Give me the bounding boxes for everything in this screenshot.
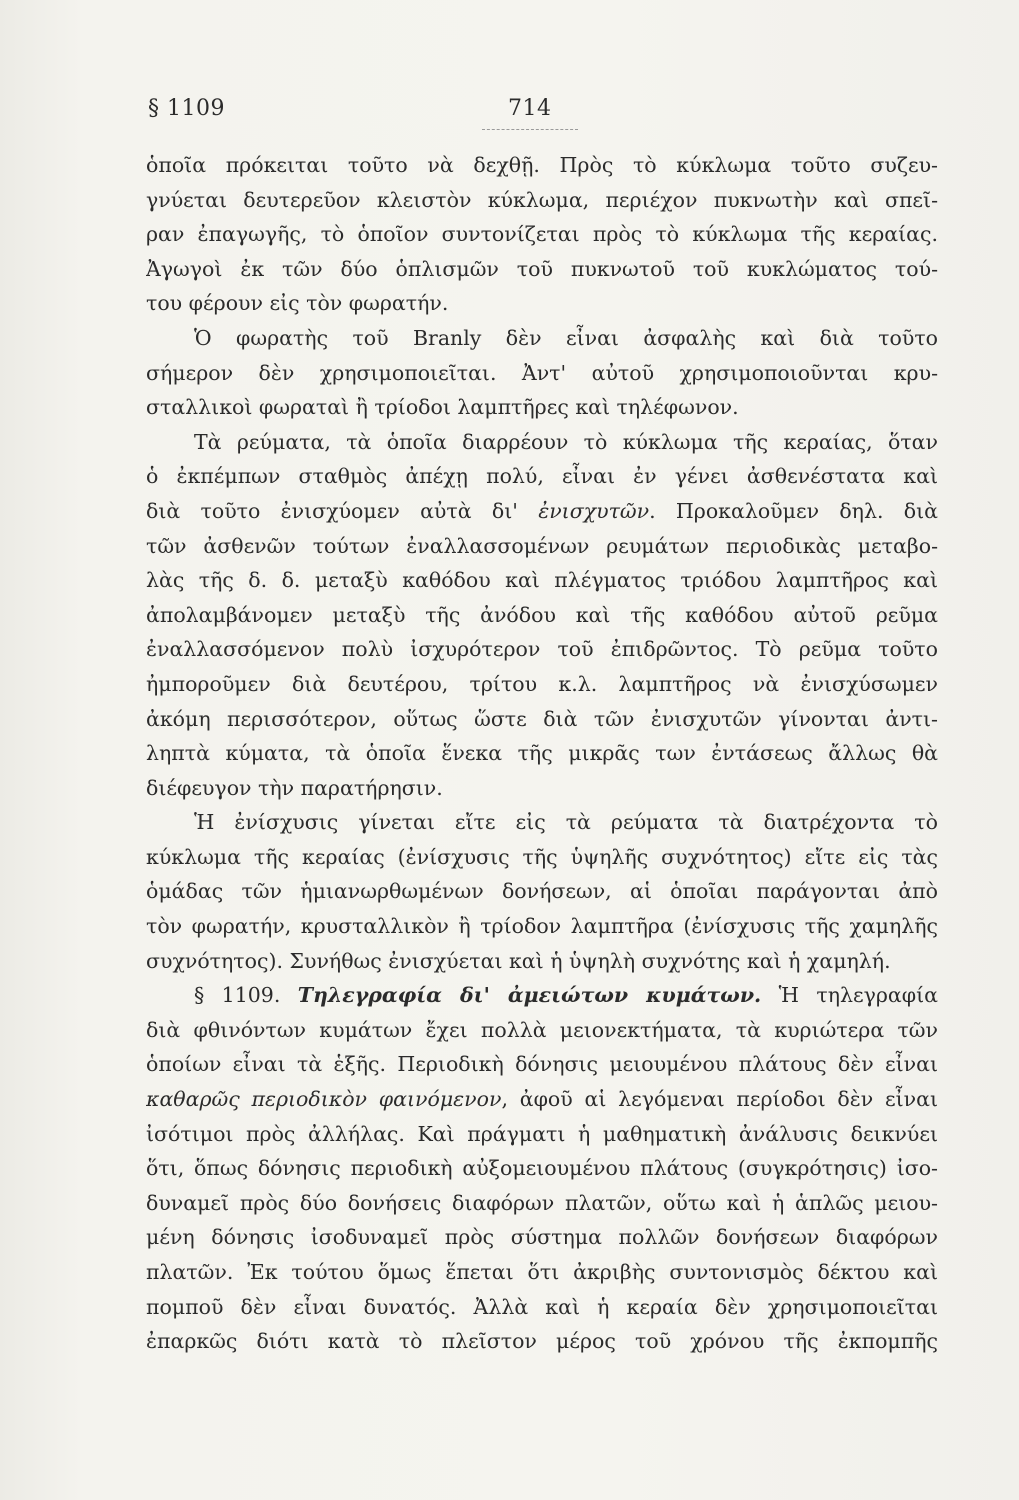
- text-line: συχνότητος). Συνήθως ἐνισχύεται καὶ ἡ ὑψηλὴ συχνότης καὶ ἡ χαμηλή.: [146, 948, 891, 973]
- section-title: Τηλεγραφία δι' ἀμειώτων κυμάτων.: [297, 983, 762, 1008]
- text-run: διὰ τοῦτο ἐνισχύομεν αὐτὰ δι': [146, 498, 539, 523]
- page-header: [148, 96, 938, 136]
- text-line: ἠμποροῦμεν διὰ δευτέρου, τρίτου κ.λ. λαμπτῆρος νὰ ἐνισχύσωμεν: [146, 671, 938, 696]
- section-reference: § 1109: [148, 96, 225, 121]
- text-line: ὁποίων εἶναι τὰ ἑξῆς. Περιοδικὴ δόνησις μειουμένου πλάτους δὲν εἶναι: [146, 1052, 938, 1077]
- text-line-mixed: [146, 494, 938, 529]
- text-line: σήμερον δὲν χρησιμοποιεῖται. Ἀντ' αὐτοῦ χρησιμοποιοῦνται κρυ-: [146, 360, 938, 385]
- italic-term: ἐνισχυτῶν: [538, 498, 650, 523]
- text-line: ἐπαρκῶς διότι κατὰ τὸ πλεῖστον μέρος τοῦ χρόνου τῆς ἐκπομπῆς: [146, 1329, 938, 1354]
- text-line: κύκλωμα τῆς κεραίας (ἐνίσχυσις τῆς ὑψηλῆς συχνότητος) εἴτε εἰς τὰς: [146, 844, 938, 869]
- body-text: [146, 148, 938, 1359]
- italic-term: καθαρῶς περιοδικὸν φαινόμενον: [146, 1087, 502, 1112]
- text-line: ὅτι, ὅπως δόνησις περιοδικὴ αὐξομειουμένου πλάτους (συγκρότησις) ἰσο-: [146, 1156, 938, 1181]
- text-line: ἐναλλασσόμενον πολὺ ἰσχυρότερον τοῦ ἐπιδρῶντος. Τὸ ρεῦμα τοῦτο: [146, 637, 938, 662]
- text-run: , ἀφοῦ αἱ λεγόμεναι περίοδοι δὲν εἶναι: [501, 1087, 938, 1112]
- page-number: 714: [508, 96, 552, 121]
- text-line: ὁ ἐκπέμπων σταθμὸς ἀπέχῃ πολύ, εἶναι ἐν γένει ἀσθενέστατα καὶ: [146, 464, 938, 489]
- text-line: δυναμεῖ πρὸς δύο δονήσεις διαφόρων πλατῶν, οὕτω καὶ ἡ ἁπλῶς μειου-: [146, 1190, 938, 1215]
- text-line: ὁμάδας τῶν ἡμιανωρθωμένων δονήσεων, αἱ ὁποῖαι παράγονται ἀπὸ: [146, 879, 938, 904]
- text-line: Ὁ φωρατὴς τοῦ Branly δὲν εἶναι ἀσφαλὴς καὶ διὰ τοῦτο: [194, 325, 938, 350]
- text-line: τὸν φωρατήν, κρυσταλλικὸν ἢ τρίοδον λαμπτῆρα (ἐνίσχυσις τῆς χαμηλῆς: [146, 914, 938, 939]
- text-line: γνύεται δευτερεῦον κλειστὸν κύκλωμα, περιέχον πυκνωτὴν καὶ σπεῖ-: [146, 187, 938, 212]
- text-line: λὰς τῆς δ. δ. μεταξὺ καθόδου καὶ πλέγματος τριόδου λαμπτῆρος καὶ: [146, 568, 938, 593]
- text-line: Τὰ ρεύματα, τὰ ὁποῖα διαρρέουν τὸ κύκλωμα τῆς κεραίας, ὅταν: [194, 429, 938, 454]
- text-line: τῶν ἀσθενῶν τούτων ἐναλλασσομένων ρευμάτων περιοδικὰς μεταβο-: [146, 533, 938, 558]
- text-line: διέφευγον τὴν παρατήρησιν.: [146, 775, 443, 800]
- text-run: . Προκαλοῦμεν δηλ. διὰ: [649, 498, 938, 523]
- text-line: Ἡ ἐνίσχυσις γίνεται εἴτε εἰς τὰ ρεύματα τὰ διατρέχοντα τὸ: [194, 810, 938, 835]
- text-line: Ἀγωγοὶ ἐκ τῶν δύο ὁπλισμῶν τοῦ πυκνωτοῦ τοῦ κυκλώματος τού-: [146, 256, 938, 281]
- text-line: ἀπολαμβάνομεν μεταξὺ τῆς ἀνόδου καὶ τῆς καθόδου αὐτοῦ ρεῦμα: [146, 602, 938, 627]
- text-line-mixed: [146, 1082, 938, 1117]
- text-line: διὰ φθινόντων κυμάτων ἔχει πολλὰ μειονεκτήματα, τὰ κυριώτερα τῶν: [146, 1017, 938, 1042]
- text-line: μένη δόνησις ἰσοδυναμεῖ πρὸς σύστημα πολλῶν δονήσεων διαφόρων: [146, 1225, 938, 1250]
- text-line: ἰσότιμοι πρὸς ἀλλήλας. Καὶ πράγματι ἡ μαθηματικὴ ἀνάλυσις δεικνύει: [146, 1121, 938, 1146]
- text-run: Ἡ τηλεγραφία: [761, 983, 938, 1008]
- page-number-rule: [482, 129, 578, 130]
- section-heading-line: [146, 978, 938, 1013]
- text-line: ληπτὰ κύματα, τὰ ὁποῖα ἕνεκα τῆς μικρᾶς των ἐντάσεως ἄλλως θὰ: [146, 741, 938, 766]
- text-line: του φέρουν εἰς τὸν φωρατήν.: [146, 291, 449, 316]
- section-number: § 1109.: [194, 983, 298, 1008]
- text-line: ραν ἐπαγωγῆς, τὸ ὁποῖον συντονίζεται πρὸς τὸ κύκλωμα τῆς κεραίας.: [146, 222, 938, 247]
- text-line: πλατῶν. Ἐκ τούτου ὅμως ἕπεται ὅτι ἀκριβὴς συντονισμὸς δέκτου καὶ: [146, 1260, 938, 1284]
- text-line: πομποῦ δὲν εἶναι δυνατός. Ἀλλὰ καὶ ἡ κεραία δὲν χρησιμοποιεῖται: [146, 1294, 938, 1319]
- text-line: ἀκόμη περισσότερον, οὕτως ὥστε διὰ τῶν ἐνισχυτῶν γίνονται ἀντι-: [146, 706, 938, 731]
- text-line: ὁποῖα πρόκειται τοῦτο νὰ δεχθῇ. Πρὸς τὸ κύκλωμα τοῦτο συζευ-: [146, 153, 938, 177]
- text-line: σταλλικοὶ φωραταὶ ἢ τρίοδοι λαμπτῆρες καὶ τηλέφωνον.: [146, 395, 739, 420]
